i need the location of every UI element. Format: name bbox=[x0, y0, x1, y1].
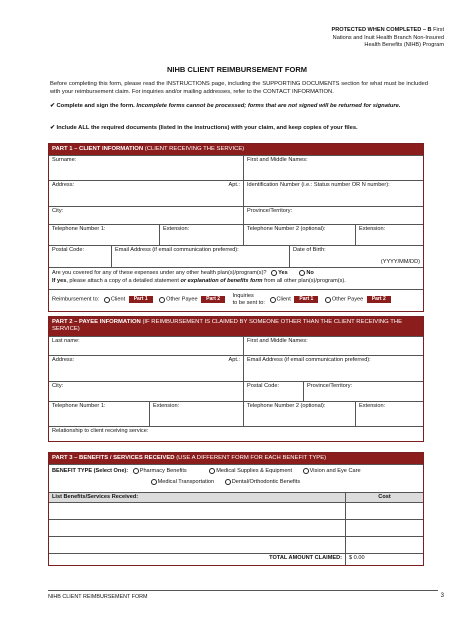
reimbursement-routing bbox=[49, 290, 423, 311]
postal-code-field[interactable] bbox=[49, 246, 111, 267]
apt-label: Apt.: bbox=[228, 182, 240, 189]
surname-field[interactable] bbox=[49, 156, 243, 180]
payee-tel1-label: Telephone Number 1: bbox=[52, 402, 106, 409]
payee-last-name-label: Last name: bbox=[52, 337, 80, 344]
telephone2-field[interactable] bbox=[243, 225, 355, 245]
part2-title: PART 2 – PAYEE INFORMATION bbox=[52, 319, 141, 325]
part3-header bbox=[49, 453, 423, 464]
identification-label: Identification Number (i.e.: Status number OR N number): bbox=[247, 182, 390, 189]
reimburse-payee-label: Other Payee bbox=[166, 297, 198, 303]
inquiries-payee-radio[interactable] bbox=[325, 297, 331, 303]
extension2-field[interactable] bbox=[355, 225, 423, 245]
ext1-label: Extension: bbox=[163, 226, 190, 233]
pharmacy-radio[interactable] bbox=[133, 468, 139, 474]
payee-first-names-field[interactable] bbox=[243, 337, 423, 355]
checkmark-icon: ✔ bbox=[50, 125, 55, 131]
if-yes-text: , please attach a copy of a detailed statement bbox=[66, 278, 179, 285]
medical-transportation-radio[interactable] bbox=[151, 479, 157, 485]
payee-ext2-label: Extension: bbox=[359, 402, 386, 409]
total-amount-field[interactable] bbox=[345, 554, 423, 565]
date-of-birth-field[interactable] bbox=[289, 246, 423, 267]
part2-header bbox=[49, 317, 423, 336]
part1-badge-2: Part 1 bbox=[294, 296, 318, 304]
dental-radio[interactable] bbox=[225, 479, 231, 485]
coverage-yes-radio[interactable] bbox=[271, 270, 277, 276]
medical-transportation-label: Medical Transportation bbox=[157, 479, 215, 485]
tel1-label: Telephone Number 1: bbox=[52, 226, 106, 233]
if-yes-end: from all other plan(s)/program(s). bbox=[264, 278, 346, 285]
inquiries-line1: Inquiries bbox=[232, 293, 254, 300]
protected-header bbox=[331, 27, 444, 50]
payee-last-name-field[interactable] bbox=[49, 337, 243, 355]
inquiries-line2: to be sent to: bbox=[232, 299, 265, 306]
payee-postal-field[interactable] bbox=[243, 382, 303, 401]
benefit-description-input[interactable] bbox=[49, 520, 345, 536]
part1-title: PART 1 – CLIENT INFORMATION bbox=[52, 146, 144, 152]
relationship-field[interactable] bbox=[49, 427, 423, 441]
total-amount-label bbox=[49, 554, 345, 565]
province-field[interactable] bbox=[243, 207, 423, 224]
payee-telephone2-field[interactable] bbox=[243, 402, 355, 426]
payee-city-label: City: bbox=[52, 382, 64, 389]
footer-form-name: NIHB CLIENT REIMBURSEMENT FORM bbox=[48, 594, 148, 600]
part1-subtitle: (CLIENT RECEIVING THE SERVICE) bbox=[144, 146, 245, 152]
coverage-question bbox=[49, 268, 423, 289]
dob-format: (YYYY/MM/DD) bbox=[380, 258, 420, 265]
payee-extension2-field[interactable] bbox=[355, 402, 423, 426]
ext2-label: Extension: bbox=[359, 226, 386, 233]
inquiries-payee-label: Other Payee bbox=[331, 297, 364, 303]
benefit-description-input[interactable] bbox=[49, 537, 345, 553]
part2-badge: Part 2 bbox=[201, 296, 225, 304]
benefit-description-input[interactable] bbox=[49, 503, 345, 519]
if-yes-italic: or explanation of benefits form bbox=[180, 278, 263, 285]
payee-province-label: Province/Territory: bbox=[307, 382, 353, 389]
inquiries-client-radio[interactable] bbox=[270, 297, 276, 303]
telephone1-field[interactable] bbox=[49, 225, 159, 245]
checklist-item-documents bbox=[50, 125, 428, 133]
medical-supplies-label: Medical Supplies & Equipment bbox=[216, 468, 293, 475]
header-line-3: Health Benefits (NIHB) Program bbox=[364, 42, 444, 49]
part2-section bbox=[48, 316, 424, 442]
benefit-type-selector bbox=[49, 465, 423, 492]
part1-badge: Part 1 bbox=[129, 296, 153, 304]
part3-section bbox=[48, 452, 424, 566]
payee-postal-label: Postal Code: bbox=[247, 382, 280, 389]
part3-title: PART 3 – BENEFITS / SERVICES RECEIVED bbox=[52, 455, 175, 461]
part2-subtitle: (IF REIMBURSEMENT IS CLAIMED BY SOMEONE OTHER THAN THE CLIENT RECEIVING THE SERVICE) bbox=[52, 319, 403, 333]
city-label: City: bbox=[52, 208, 64, 215]
identification-field[interactable] bbox=[243, 181, 423, 206]
medical-supplies-radio[interactable] bbox=[209, 468, 215, 474]
part2-badge-2: Part 2 bbox=[367, 296, 391, 304]
dob-label: Date of Birth: bbox=[293, 247, 326, 254]
list-benefits-header-text: List Benefits/Services Received: bbox=[52, 494, 139, 501]
inquiries-label bbox=[233, 293, 265, 305]
dental-label: Dental/Orthodontic Benefits bbox=[231, 479, 301, 485]
cost-header-text: Cost bbox=[378, 494, 391, 501]
coverage-question-text: Are you covered for any of these expenses under any other health plan(s)/program(s)? bbox=[52, 270, 267, 277]
payee-apt-label: Apt.: bbox=[228, 356, 240, 363]
header-line-2: Nations and Inuit Health Branch Non-Insured bbox=[332, 34, 444, 41]
checklist-item-sign bbox=[50, 103, 428, 111]
part1-section bbox=[48, 143, 424, 312]
tel2-label: Telephone Number 2 (optional): bbox=[247, 226, 326, 233]
benefit-cost-input[interactable] bbox=[345, 520, 423, 536]
city-field[interactable] bbox=[49, 207, 243, 224]
form-title: NIHB CLIENT REIMBURSEMENT FORM bbox=[167, 65, 307, 74]
payee-tel2-label: Telephone Number 2 (optional): bbox=[247, 402, 326, 409]
postal-label: Postal Code: bbox=[52, 247, 85, 254]
payee-email-field[interactable] bbox=[243, 356, 423, 381]
total-amount-text: TOTAL AMOUNT CLAIMED: bbox=[269, 555, 342, 562]
reimburse-client-label: Client bbox=[110, 297, 126, 303]
relationship-label: Relationship to client receiving service: bbox=[52, 427, 149, 434]
page-footer bbox=[48, 590, 438, 600]
inquiries-client-label: Client bbox=[276, 297, 291, 303]
intro-paragraph: Before completing this form, please read the INSTRUCTIONS page, including the SUPPORTING DOCUMENTS section for what must be included with your reimbursement claim. For inquiries and/or mailing addresses, refer to the CONTACT INFORMATION. bbox=[50, 81, 428, 95]
check1-italic: Incomplete forms cannot be processed; forms that are not signed will be returned for signature. bbox=[136, 103, 401, 109]
payee-city-field[interactable] bbox=[49, 382, 243, 401]
payee-address-label: Address: bbox=[52, 356, 75, 363]
reimbursement-to-label: Reimbursement to: bbox=[52, 297, 100, 303]
page-number: 3 bbox=[440, 593, 444, 599]
checkmark-icon: ✔ bbox=[50, 103, 55, 109]
payee-telephone1-field[interactable] bbox=[49, 402, 149, 426]
payee-ext1-label: Extension: bbox=[153, 402, 180, 409]
coverage-no-radio[interactable] bbox=[299, 270, 305, 276]
benefit-cost-input[interactable] bbox=[345, 503, 423, 519]
part3-subtitle: (USE A DIFFERENT FORM FOR EACH BENEFIT TYPE) bbox=[176, 455, 327, 461]
first-names-label: First and Middle Names: bbox=[247, 157, 308, 164]
cost-header bbox=[345, 493, 423, 502]
email-label: Email Address (if email communication preferred): bbox=[115, 247, 239, 254]
payee-extension1-field[interactable] bbox=[149, 402, 243, 426]
extension1-field[interactable] bbox=[159, 225, 243, 245]
coverage-no-label: No bbox=[306, 270, 314, 277]
vision-label: Vision and Eye Care bbox=[309, 468, 361, 475]
payee-first-names-label: First and Middle Names: bbox=[247, 337, 308, 344]
reimburse-client-radio[interactable] bbox=[104, 297, 110, 303]
part1-header bbox=[49, 144, 423, 155]
check2-text: Include ALL the required documents (listed in the instructions) with your claim, and keep copies of your files. bbox=[56, 125, 358, 131]
vision-radio[interactable] bbox=[303, 468, 309, 474]
surname-label: Surname: bbox=[52, 157, 77, 164]
payee-email-label: Email Address (if email communication preferred): bbox=[247, 356, 371, 363]
reimburse-payee-radio[interactable] bbox=[159, 297, 165, 303]
if-yes-bold: If yes bbox=[52, 278, 67, 285]
benefit-cost-input[interactable] bbox=[345, 537, 423, 553]
total-amount-value: $ 0.00 bbox=[349, 555, 365, 562]
payee-province-field[interactable] bbox=[303, 382, 423, 401]
benefit-type-label: BENEFIT TYPE (Select One): bbox=[52, 468, 129, 475]
address-label: Address: bbox=[52, 182, 75, 189]
first-names-field[interactable] bbox=[243, 156, 423, 180]
list-benefits-header bbox=[49, 493, 345, 502]
protected-label: PROTECTED WHEN COMPLETED – B bbox=[331, 27, 432, 33]
payee-address-field[interactable] bbox=[49, 356, 243, 381]
email-field[interactable] bbox=[111, 246, 289, 267]
protected-tail: First bbox=[433, 27, 444, 33]
province-label: Province/Territory: bbox=[247, 208, 293, 215]
coverage-yes-label: Yes bbox=[278, 270, 288, 277]
check1-lead: Complete and sign the form. bbox=[56, 103, 135, 109]
address-field[interactable] bbox=[49, 181, 243, 206]
pharmacy-label: Pharmacy Benefits bbox=[139, 468, 187, 475]
